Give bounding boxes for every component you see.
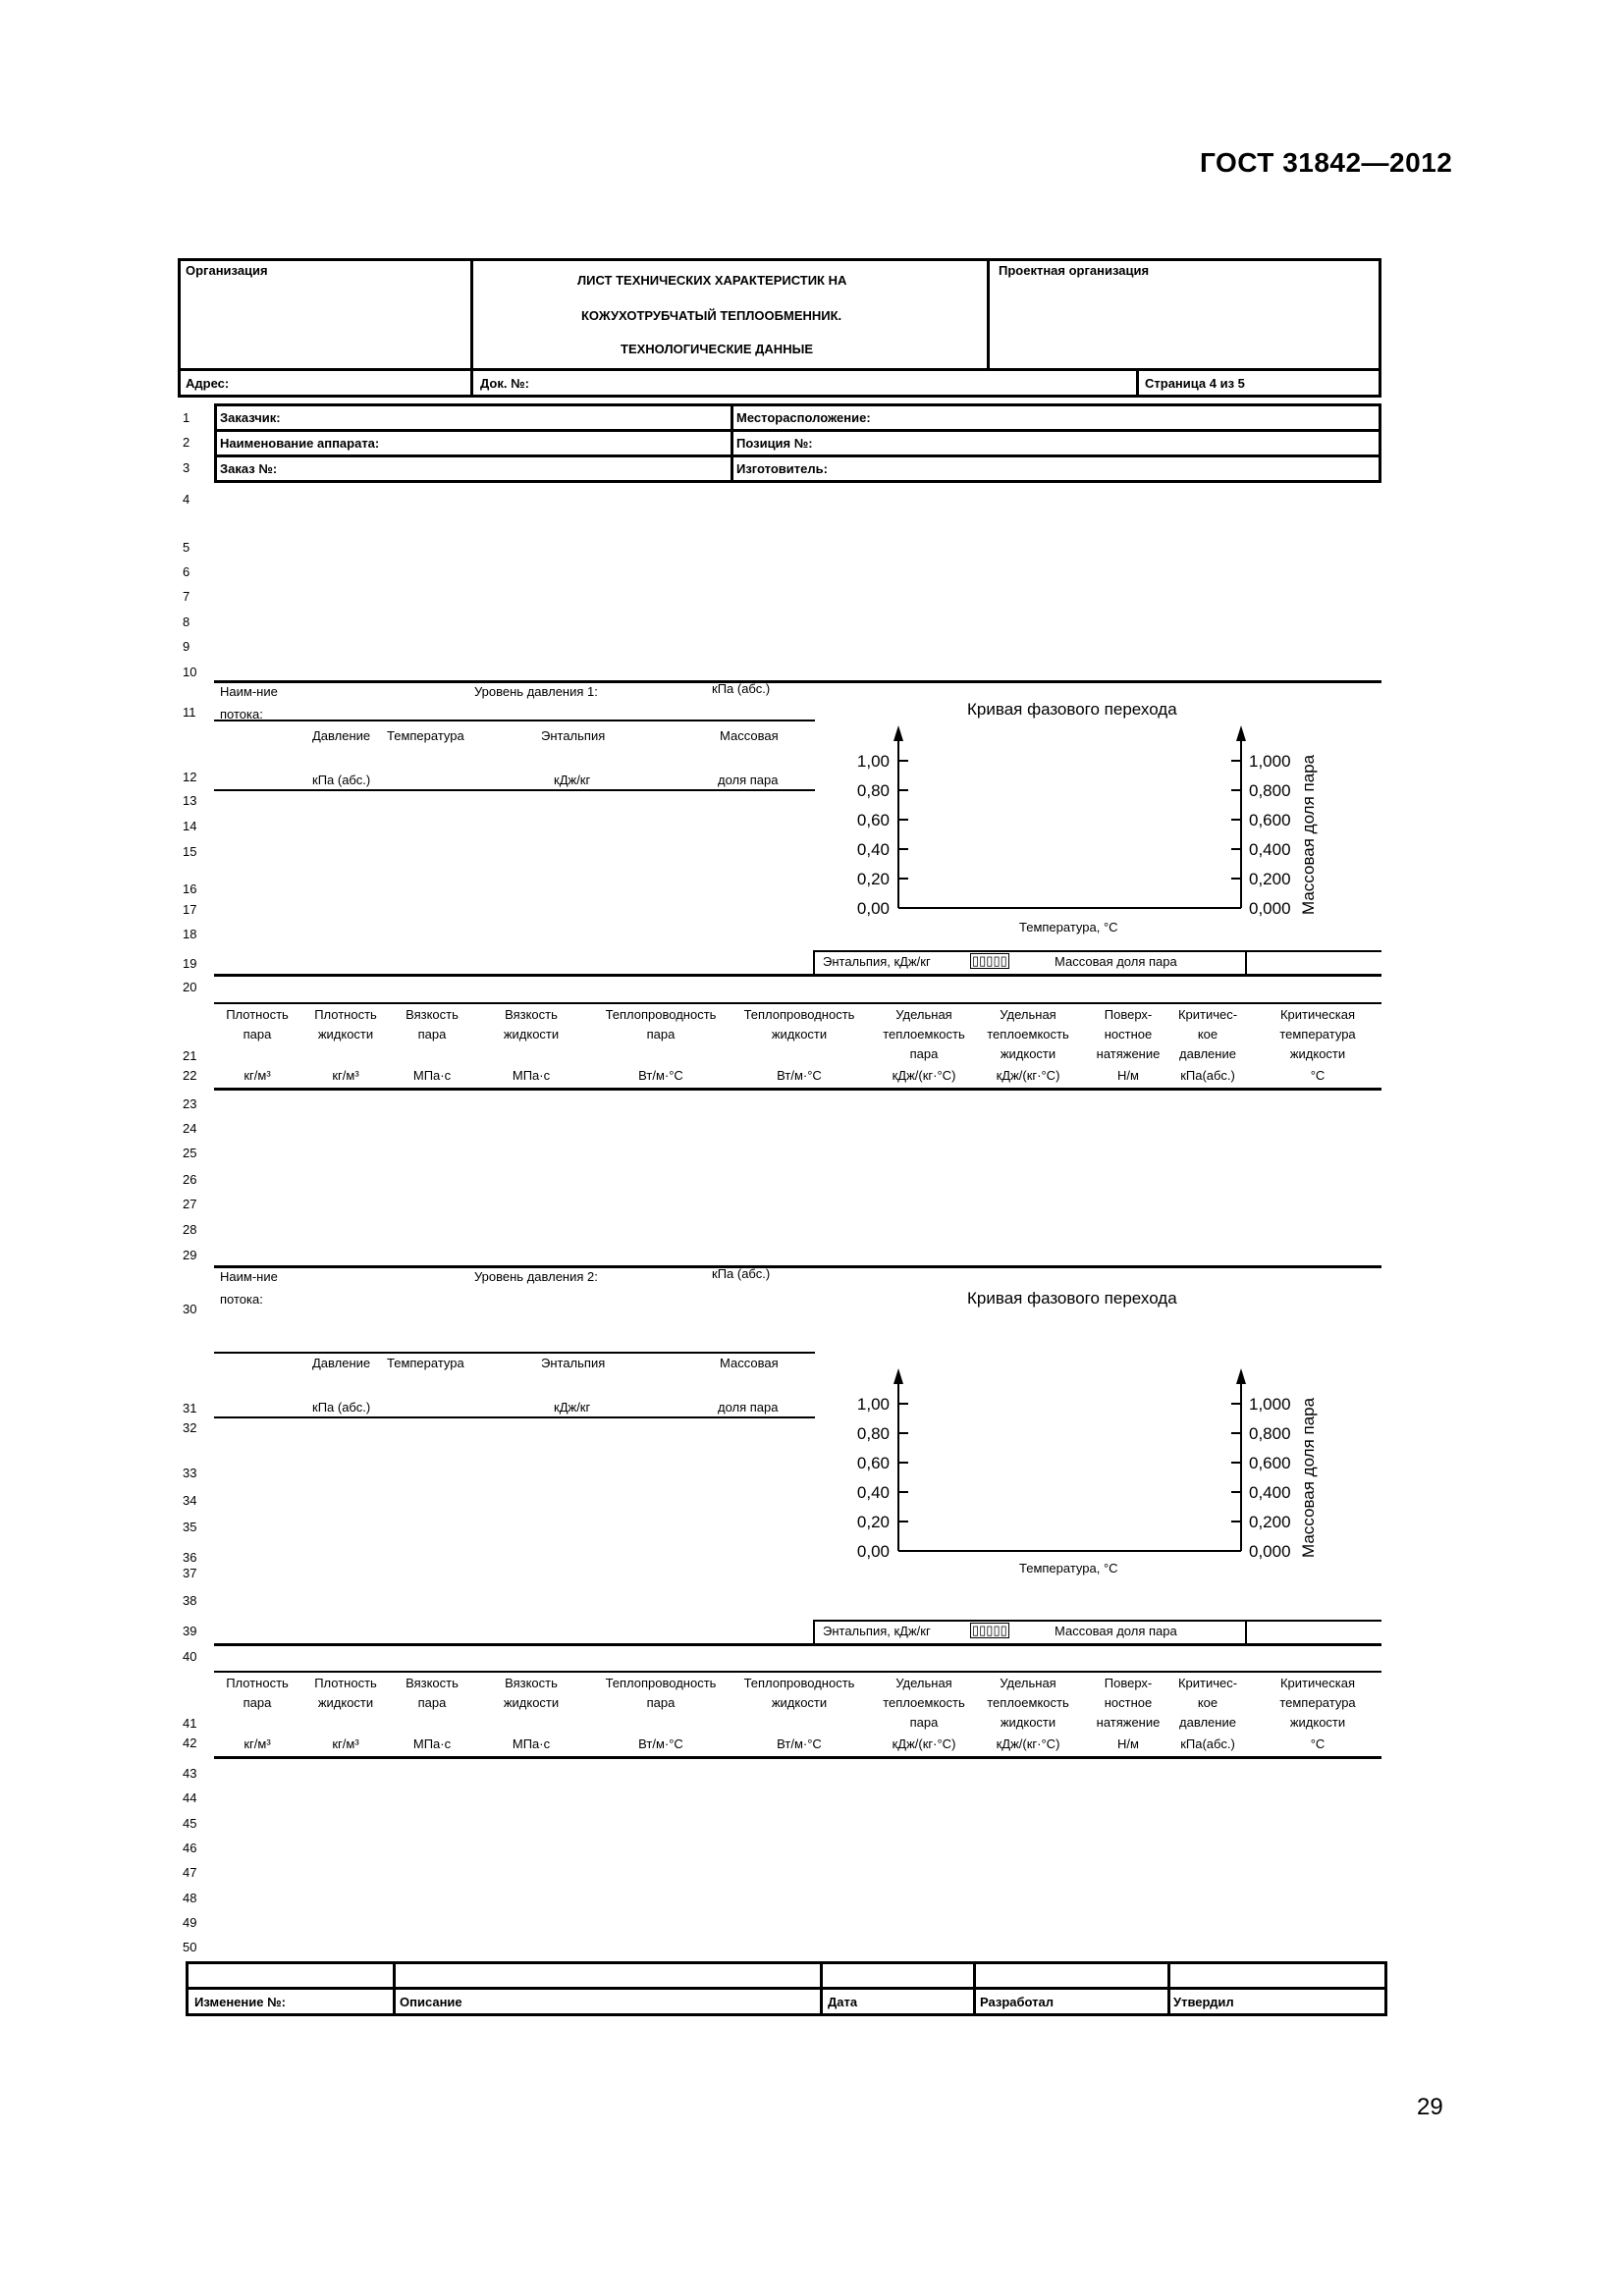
y2-tick-label: 1,000: [1249, 1395, 1291, 1414]
enthalpy-glyph: ▯▯▯▯▯: [972, 1623, 1007, 1637]
table-rule: [214, 1088, 1381, 1091]
divider: [214, 454, 1381, 457]
y-tick-label: 0,80: [856, 1424, 890, 1443]
property-unit: кПа(абс.): [1180, 1068, 1235, 1083]
property-header-line: теплоемкость: [883, 1027, 965, 1041]
y-tick-label: 0,00: [856, 1542, 890, 1561]
row-number: 6: [183, 564, 190, 579]
page-of-label: Страница 4 из 5: [1145, 376, 1245, 391]
property-header-line: давление: [1179, 1715, 1236, 1730]
mass-fraction-label: Массовая доля пара: [1055, 954, 1177, 969]
table-rule: [214, 1756, 1381, 1759]
divider: [470, 258, 473, 398]
property-header-line: жидкости: [317, 1695, 374, 1710]
property-header-line: жидкости: [503, 1027, 560, 1041]
property-column-header: [462, 1674, 600, 1713]
property-header-line: жидкости: [1289, 1715, 1346, 1730]
row-number: 35: [183, 1520, 197, 1534]
y-tick-label: 0,40: [856, 840, 890, 859]
row-number: 2: [183, 435, 190, 450]
chart-title: Кривая фазового перехода: [967, 700, 1177, 719]
y2-tick-label: 0,000: [1249, 899, 1291, 918]
col-enthalpy: Энтальпия: [541, 728, 606, 743]
divider: [1167, 1961, 1170, 2016]
project-org-label: Проектная организация: [999, 263, 1150, 278]
property-header-line: Вязкость: [505, 1676, 558, 1690]
stream-name-label-2: потока:: [220, 707, 263, 721]
property-unit: °С: [1310, 1736, 1326, 1751]
divider: [178, 368, 1381, 371]
table-rule: [813, 950, 1381, 952]
property-header-line: кое: [1197, 1695, 1218, 1710]
date-label: Дата: [828, 1995, 858, 2009]
property-header-line: Поверх-: [1104, 1676, 1153, 1690]
row-number: 29: [183, 1248, 197, 1262]
col-mass: Массовая: [720, 728, 779, 743]
table-rule: [214, 1352, 815, 1354]
col-pressure: Давление: [312, 728, 371, 743]
y-tick-label: 0,00: [856, 899, 890, 918]
row-number: 19: [183, 956, 197, 971]
property-unit: кДж/(кг·°С): [996, 1068, 1060, 1083]
chart-title: Кривая фазового перехода: [967, 1289, 1177, 1308]
y2-tick-label: 0,200: [1249, 1513, 1291, 1531]
property-unit: кг/м³: [332, 1736, 359, 1751]
property-unit: Вт/м·°С: [638, 1736, 683, 1751]
row-number: 1: [183, 410, 190, 425]
customer-label: Заказчик:: [220, 410, 281, 425]
mass-fraction-label: Массовая доля пара: [1055, 1624, 1177, 1638]
divider: [186, 1987, 1387, 1990]
property-column-header: [1249, 1005, 1386, 1064]
property-header-line: пара: [646, 1027, 676, 1041]
property-header-line: Теплопроводность: [605, 1007, 717, 1022]
y2-tick-label: 0,400: [1249, 840, 1291, 859]
divider: [1245, 1620, 1247, 1643]
phase-transition-chart: [825, 1364, 1335, 1590]
col-mass: Массовая: [720, 1356, 779, 1370]
row-number: 23: [183, 1096, 197, 1111]
section-rule: [214, 1643, 1381, 1646]
row-number: 11: [183, 705, 196, 720]
property-column-header: [731, 1005, 868, 1044]
property-header-line: пара: [243, 1695, 272, 1710]
property-column-header: [462, 1005, 600, 1044]
row-number: 34: [183, 1493, 197, 1508]
row-number: 30: [183, 1302, 197, 1316]
col-temperature: Температура: [387, 728, 464, 743]
property-column-header: [731, 1674, 868, 1713]
property-unit: кг/м³: [332, 1068, 359, 1083]
divider: [214, 429, 1381, 432]
property-header-line: жидкости: [1000, 1715, 1056, 1730]
property-header-line: температура: [1279, 1027, 1356, 1041]
property-column-header: [592, 1674, 730, 1713]
row-number: 48: [183, 1891, 197, 1905]
property-header-line: пара: [909, 1046, 939, 1061]
property-unit: Вт/м·°С: [777, 1736, 822, 1751]
row-number: 32: [183, 1420, 197, 1435]
property-header-line: Удельная: [895, 1007, 952, 1022]
apparatus-label: Наименование аппарата:: [220, 436, 380, 451]
y-tick-label: 1,00: [856, 1395, 890, 1414]
property-unit: кДж/(кг·°С): [892, 1068, 956, 1083]
y2-tick-label: 0,600: [1249, 1454, 1291, 1472]
x-axis-label: Температура, °С: [1019, 920, 1118, 934]
property-header-line: ностное: [1104, 1027, 1153, 1041]
pressure-level-unit: кПа (абс.): [712, 681, 771, 696]
y-ticks-left: [857, 1395, 908, 1561]
row-number: 42: [183, 1735, 197, 1750]
row-number: 26: [183, 1172, 197, 1187]
row-number: 38: [183, 1593, 197, 1608]
section-rule: [214, 974, 1381, 977]
property-header-line: Критическая: [1279, 1007, 1356, 1022]
row-number: 39: [183, 1624, 197, 1638]
property-header-line: теплоемкость: [987, 1695, 1069, 1710]
y2-tick-label: 0,600: [1249, 811, 1291, 829]
property-unit: Н/м: [1117, 1736, 1139, 1751]
property-header-line: натяжение: [1096, 1046, 1161, 1061]
property-unit: Вт/м·°С: [638, 1068, 683, 1083]
property-unit: кг/м³: [244, 1068, 271, 1083]
enthalpy-label: Энтальпия, кДж/кг: [823, 954, 931, 969]
table-rule: [214, 789, 815, 791]
y2-tick-label: 0,200: [1249, 870, 1291, 888]
row-number: 40: [183, 1649, 197, 1664]
description-label: Описание: [400, 1995, 462, 2009]
property-header-line: Плотность: [226, 1007, 289, 1022]
property-header-line: Удельная: [1000, 1007, 1056, 1022]
row-number: 4: [183, 492, 190, 507]
property-header-line: жидкости: [317, 1027, 374, 1041]
y-axis-right: [1236, 1368, 1246, 1551]
col-enthalpy: Энтальпия: [541, 1356, 606, 1370]
property-header-line: Поверх-: [1104, 1007, 1153, 1022]
property-unit: МПа·с: [512, 1068, 551, 1083]
property-header-line: Удельная: [895, 1676, 952, 1690]
property-header-line: теплоемкость: [883, 1695, 965, 1710]
row-number: 22: [183, 1068, 197, 1083]
enthalpy-glyph: ▯▯▯▯▯: [972, 953, 1007, 968]
row-number: 9: [183, 639, 190, 654]
order-label: Заказ №:: [220, 461, 278, 476]
property-header-line: жидкости: [771, 1027, 828, 1041]
property-header-line: жидкости: [771, 1695, 828, 1710]
y-tick-label: 0,20: [856, 1513, 890, 1531]
y-tick-label: 0,20: [856, 870, 890, 888]
manufacturer-label: Изготовитель:: [736, 461, 828, 476]
row-number: 13: [183, 793, 197, 808]
row-number: 43: [183, 1766, 197, 1781]
row-number: 3: [183, 460, 190, 475]
property-column-header: [1249, 1674, 1386, 1733]
row-number: 27: [183, 1197, 197, 1211]
divider: [813, 1620, 815, 1643]
property-header-line: жидкости: [503, 1695, 560, 1710]
row-number: 21: [183, 1048, 197, 1063]
row-number: 31: [183, 1401, 197, 1415]
divider: [973, 1961, 976, 2016]
y-axis-right: [1236, 725, 1246, 908]
y-tick-label: 0,60: [856, 1454, 890, 1472]
row-number: 20: [183, 980, 197, 994]
property-header-line: пара: [417, 1027, 447, 1041]
unit-enthalpy: кДж/кг: [554, 1400, 591, 1415]
divider: [1136, 368, 1139, 398]
property-column-header: [592, 1005, 730, 1044]
org-label: Организация: [186, 263, 268, 278]
phase-transition-chart: [825, 721, 1335, 947]
property-header-line: жидкости: [1000, 1046, 1056, 1061]
row-number: 18: [183, 927, 197, 941]
row-number: 50: [183, 1940, 197, 1954]
property-unit: МПа·с: [412, 1068, 452, 1083]
y-tick-label: 0,60: [856, 811, 890, 829]
property-header-line: пара: [909, 1715, 939, 1730]
stream-name-label: Наим-ние: [220, 1269, 278, 1284]
property-unit: кПа(абс.): [1180, 1736, 1235, 1751]
stream-name-label-2: потока:: [220, 1292, 263, 1307]
section-rule: [214, 680, 1381, 683]
col-temperature: Температура: [387, 1356, 464, 1370]
row-number: 5: [183, 540, 190, 555]
divider: [813, 950, 815, 974]
location-label: Месторасположение:: [736, 410, 871, 425]
row-number: 24: [183, 1121, 197, 1136]
y-tick-label: 1,00: [856, 752, 890, 771]
table-rule: [214, 1416, 815, 1418]
unit-pressure: кПа (абс.): [312, 773, 371, 787]
standard-number: ГОСТ 31842—2012: [1200, 147, 1453, 178]
property-unit: МПа·с: [412, 1736, 452, 1751]
divider: [731, 403, 733, 483]
pressure-level-label: Уровень давления 2:: [474, 1269, 598, 1284]
row-number: 37: [183, 1566, 197, 1580]
divider: [393, 1961, 396, 2016]
row-number: 25: [183, 1146, 197, 1160]
pressure-level-label: Уровень давления 1:: [474, 684, 598, 699]
property-header-line: Вязкость: [505, 1007, 558, 1022]
row-number: 12: [183, 770, 197, 784]
property-header-line: Теплопроводность: [605, 1676, 717, 1690]
y2-tick-label: 1,000: [1249, 752, 1291, 771]
row-number: 16: [183, 881, 197, 896]
property-header-line: Плотность: [314, 1007, 377, 1022]
table-rule: [214, 1002, 1381, 1004]
col-pressure: Давление: [312, 1356, 371, 1370]
row-number: 28: [183, 1222, 197, 1237]
unit-enthalpy: кДж/кг: [554, 773, 591, 787]
property-header-line: Критическая: [1279, 1676, 1356, 1690]
unit-mass: доля пара: [718, 773, 779, 787]
change-number-label: Изменение №:: [194, 1995, 286, 2009]
y2-axis-label: Массовая доля пара: [1299, 754, 1318, 915]
y2-tick-label: 0,800: [1249, 781, 1291, 800]
row-number: 45: [183, 1816, 197, 1831]
doc-number-label: Док. №:: [480, 376, 529, 391]
divider: [820, 1961, 823, 2016]
property-unit: кДж/(кг·°С): [996, 1736, 1060, 1751]
y2-tick-label: 0,400: [1249, 1483, 1291, 1502]
property-header-line: Теплопроводность: [743, 1676, 855, 1690]
sheet-title-line2: КОЖУХОТРУБЧАТЫЙ ТЕПЛООБМЕННИК.: [581, 308, 842, 323]
property-header-line: пара: [646, 1695, 676, 1710]
property-unit: кДж/(кг·°С): [892, 1736, 956, 1751]
x-axis-label: Температура, °С: [1019, 1561, 1118, 1575]
position-label: Позиция №:: [736, 436, 813, 451]
unit-mass: доля пара: [718, 1400, 779, 1415]
developed-by-label: Разработал: [980, 1995, 1055, 2009]
sheet-title-line1: ЛИСТ ТЕХНИЧЕСКИХ ХАРАКТЕРИСТИК НА: [577, 273, 847, 288]
approved-by-label: Утвердил: [1173, 1995, 1234, 2009]
property-header-line: Критичес-: [1177, 1007, 1238, 1022]
property-header-line: ностное: [1104, 1695, 1153, 1710]
row-number: 17: [183, 902, 197, 917]
pressure-level-unit: кПа (абс.): [712, 1266, 771, 1281]
divider: [987, 258, 990, 370]
property-header-line: температура: [1279, 1695, 1356, 1710]
property-header-line: натяжение: [1096, 1715, 1161, 1730]
property-header-line: пара: [417, 1695, 447, 1710]
property-unit: Вт/м·°С: [777, 1068, 822, 1083]
row-number: 41: [183, 1716, 197, 1731]
divider: [1245, 950, 1247, 974]
y-tick-label: 0,80: [856, 781, 890, 800]
row-number: 7: [183, 589, 190, 604]
y-ticks-left: [857, 752, 908, 918]
y-axis-left: [893, 1368, 903, 1551]
property-header-line: Удельная: [1000, 1676, 1056, 1690]
property-header-line: Вязкость: [406, 1007, 459, 1022]
enthalpy-label: Энтальпия, кДж/кг: [823, 1624, 931, 1638]
y2-tick-label: 0,000: [1249, 1542, 1291, 1561]
property-unit: кг/м³: [244, 1736, 271, 1751]
property-header-line: теплоемкость: [987, 1027, 1069, 1041]
row-number: 49: [183, 1915, 197, 1930]
address-label: Адрес:: [186, 376, 230, 391]
y2-axis-label: Массовая доля пара: [1299, 1397, 1318, 1558]
row-number: 33: [183, 1466, 197, 1480]
row-number: 36: [183, 1550, 197, 1565]
property-unit: °С: [1310, 1068, 1326, 1083]
y-axis-left: [893, 725, 903, 908]
row-number: 10: [183, 665, 197, 679]
unit-pressure: кПа (абс.): [312, 1400, 371, 1415]
property-unit: МПа·с: [512, 1736, 551, 1751]
row-number: 8: [183, 614, 190, 629]
row-number: 15: [183, 844, 197, 859]
property-header-line: пара: [243, 1027, 272, 1041]
property-header-line: давление: [1179, 1046, 1236, 1061]
row-number: 44: [183, 1790, 197, 1805]
table-rule: [813, 1620, 1381, 1622]
stream-name-label: Наим-ние: [220, 684, 278, 699]
property-header-line: Плотность: [314, 1676, 377, 1690]
property-header-line: Критичес-: [1177, 1676, 1238, 1690]
property-header-line: Вязкость: [406, 1676, 459, 1690]
property-header-line: жидкости: [1289, 1046, 1346, 1061]
y2-tick-label: 0,800: [1249, 1424, 1291, 1443]
page-number: 29: [1417, 2094, 1443, 2120]
y-tick-label: 0,40: [856, 1483, 890, 1502]
section-rule: [214, 1265, 1381, 1268]
property-header-line: Теплопроводность: [743, 1007, 855, 1022]
property-header-line: Плотность: [226, 1676, 289, 1690]
sheet-title-line3: ТЕХНОЛОГИЧЕСКИЕ ДАННЫЕ: [621, 342, 813, 356]
row-number: 47: [183, 1865, 197, 1880]
property-header-line: кое: [1197, 1027, 1218, 1041]
row-number: 46: [183, 1841, 197, 1855]
row-number: 14: [183, 819, 197, 833]
table-rule: [214, 720, 815, 721]
property-unit: Н/м: [1117, 1068, 1139, 1083]
table-rule: [214, 1671, 1381, 1673]
